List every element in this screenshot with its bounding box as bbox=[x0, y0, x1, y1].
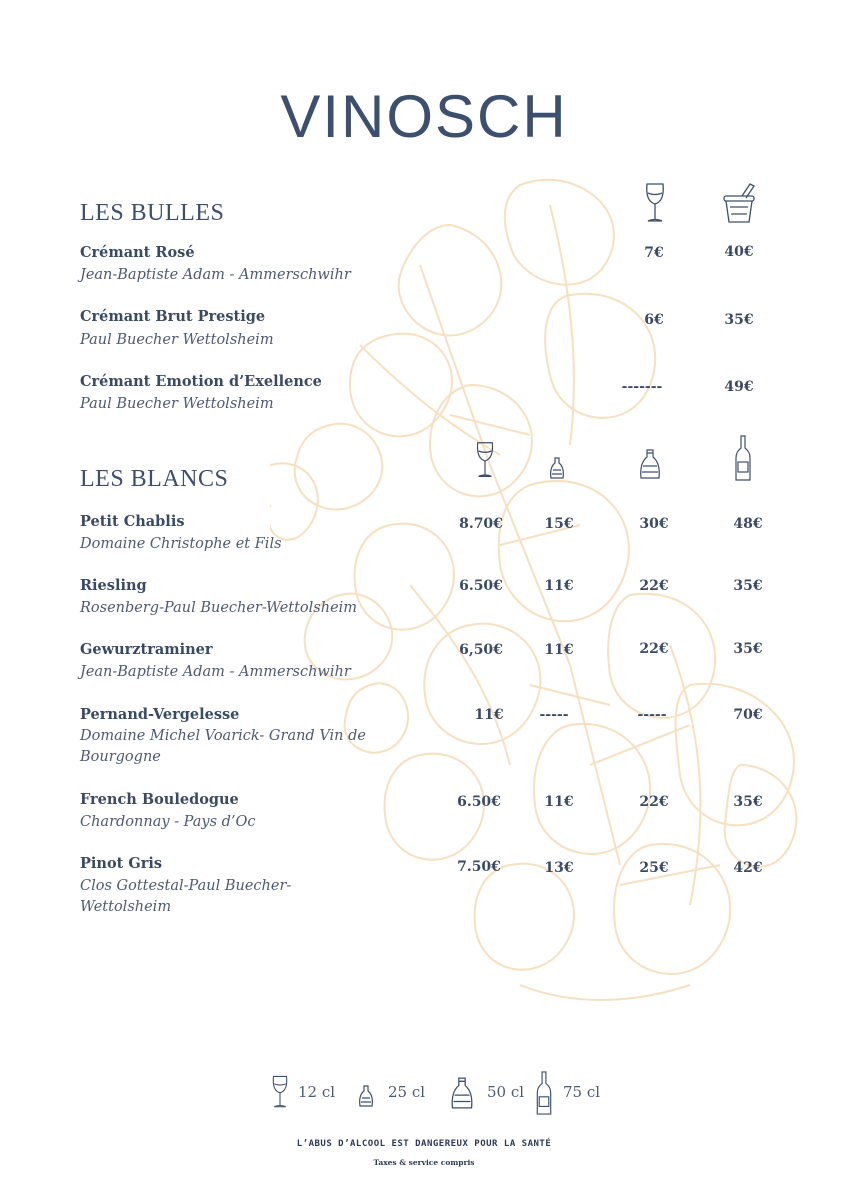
legend-label: 25 cl bbox=[388, 1083, 426, 1101]
wine-name: Crémant Rosé bbox=[80, 244, 195, 261]
wine-name: Crémant Emotion d’Exellence bbox=[80, 373, 322, 390]
price-25cl: 13€ bbox=[544, 860, 574, 876]
small-carafe-icon bbox=[358, 1084, 374, 1108]
section-title-blancs: LES BLANCS bbox=[80, 466, 229, 492]
wine-producer: Domaine Christophe et Fils bbox=[80, 536, 282, 552]
wine-producer: Paul Buecher Wettolsheim bbox=[80, 396, 274, 412]
price-glass: ------- bbox=[621, 379, 663, 395]
price-25cl: 15€ bbox=[544, 516, 574, 532]
wine-producer: Chardonnay - Pays d’Oc bbox=[80, 814, 256, 830]
carafe-icon bbox=[450, 1076, 474, 1110]
wine-glass-icon bbox=[475, 440, 495, 480]
wine-producer: Jean-Baptiste Adam - Ammerschwihr bbox=[80, 664, 351, 680]
price-12cl: 11€ bbox=[474, 707, 504, 723]
price-50cl: 22€ bbox=[639, 641, 669, 657]
wine-producer: Jean-Baptiste Adam - Ammerschwihr bbox=[80, 267, 351, 283]
price-12cl: 8.70€ bbox=[459, 516, 503, 532]
price-75cl: 35€ bbox=[733, 578, 763, 594]
price-75cl: 35€ bbox=[733, 794, 763, 810]
price-50cl: 22€ bbox=[639, 794, 669, 810]
wine-name: Petit Chablis bbox=[80, 513, 185, 530]
price-12cl: 6.50€ bbox=[457, 794, 501, 810]
wine-producer: Rosenberg-Paul Buecher-Wettolsheim bbox=[80, 600, 358, 616]
wine-name: Pinot Gris bbox=[80, 855, 163, 872]
wine-name: Gewurztraminer bbox=[80, 641, 213, 658]
wine-name: Crémant Brut Prestige bbox=[80, 308, 266, 325]
price-glass: 6€ bbox=[644, 312, 664, 328]
price-25cl: 11€ bbox=[544, 578, 574, 594]
price-50cl: ----- bbox=[637, 707, 667, 723]
taxes-note: Taxes & service compris bbox=[373, 1158, 475, 1167]
bottle-icon bbox=[536, 1070, 552, 1116]
price-75cl: 70€ bbox=[733, 707, 763, 723]
price-25cl: 11€ bbox=[544, 642, 574, 658]
small-carafe-icon bbox=[549, 456, 565, 480]
health-warning: L’ABUS D’ALCOOL EST DANGEREUX POUR LA SANTÉ bbox=[296, 1139, 552, 1149]
price-12cl: 6.50€ bbox=[459, 578, 503, 594]
wine-glass-icon bbox=[644, 182, 666, 224]
price-75cl: 42€ bbox=[733, 860, 763, 876]
price-50cl: 25€ bbox=[639, 860, 669, 876]
wine-name: Pernand-Vergelesse bbox=[80, 706, 240, 723]
restaurant-title: VINOSCH bbox=[280, 83, 568, 150]
wine-producer: Clos Gottestal-Paul Buecher-Wettolsheim bbox=[80, 878, 292, 915]
section-title-bulles: LES BULLES bbox=[80, 200, 225, 226]
price-bottle: 49€ bbox=[724, 379, 754, 395]
legend-label: 12 cl bbox=[298, 1083, 336, 1101]
price-75cl: 48€ bbox=[733, 516, 763, 532]
wine-producer: Domaine Michel Voarick- Grand Vin de Bourgogne bbox=[80, 728, 366, 765]
wine-producer: Paul Buecher Wettolsheim bbox=[80, 332, 274, 348]
price-25cl: ----- bbox=[539, 707, 569, 723]
bottle-icon bbox=[735, 434, 751, 482]
wine-name: French Bouledogue bbox=[80, 791, 239, 808]
price-glass: 7€ bbox=[644, 245, 664, 261]
price-12cl: 7.50€ bbox=[457, 859, 501, 875]
carafe-icon bbox=[639, 448, 661, 480]
price-bottle: 35€ bbox=[724, 312, 754, 328]
wine-glass-icon bbox=[271, 1072, 289, 1112]
price-75cl: 35€ bbox=[733, 641, 763, 657]
ice-bucket-icon bbox=[722, 182, 756, 226]
price-50cl: 22€ bbox=[639, 578, 669, 594]
wine-name: Riesling bbox=[80, 577, 147, 594]
legend-label: 75 cl bbox=[563, 1083, 601, 1101]
legend-label: 50 cl bbox=[487, 1083, 525, 1101]
price-50cl: 30€ bbox=[639, 516, 669, 532]
price-12cl: 6,50€ bbox=[459, 642, 503, 658]
price-bottle: 40€ bbox=[724, 244, 754, 260]
price-25cl: 11€ bbox=[544, 794, 574, 810]
